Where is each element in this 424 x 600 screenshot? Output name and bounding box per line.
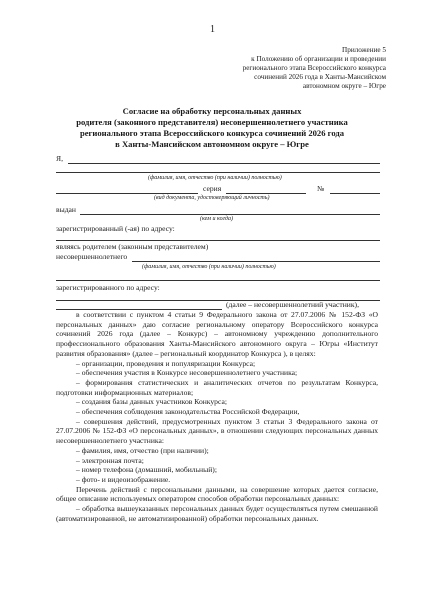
document-title-line: Согласие на обработку персональных данных: [122, 106, 302, 116]
label-parent: являясь родителем (законным представителем): [56, 242, 209, 251]
purpose-item: – создания базы данных участников Конкурса;: [76, 397, 227, 407]
appendix-line: Приложение 5: [342, 46, 386, 54]
consent-body: [56, 310, 378, 523]
address-input-line[interactable]: [56, 240, 380, 241]
appendix-line: автономном округе – Югре: [302, 82, 386, 90]
appendix-line: сочинений 2026 года в Ханты-Мансийском: [254, 73, 386, 81]
purpose-item: – обеспечения участия в Конкурсе несовершеннолетнего участника;: [76, 368, 298, 378]
purpose-item: – организации, проведения и популяризации Конкурса;: [76, 358, 256, 368]
purpose-item: – обеспечения соблюдения законодательства Российской Федерации,: [76, 407, 300, 417]
consent-paragraph: в соответствии с пунктом 4 статьи 9 Федерального закона от 27.07.2006 № 152-ФЗ «О персональных данных» даю согласие региональному оператору Всероссийского конкурса сочинений 2026 года (далее – Конкурс) – автономному учреждению дополнительного профессионального образования Ханты-Мансийского автономного округа – Югры «Институт развития образования» (далее – региональный координатор Конкурса ), в целях:: [56, 310, 378, 358]
data-item: – электронная почта;: [76, 455, 144, 465]
label-issued: выдан: [56, 205, 76, 214]
minor-fio-input-line-2[interactable]: [56, 280, 380, 281]
issued-input-line[interactable]: [80, 214, 380, 215]
appendix-line: регионального этапа Всероссийского конкурса: [242, 64, 386, 72]
processing-paragraph: – обработка вышеуказанных персональных данных будет осуществляться путем смешанной (автоматизированной, не автоматизированной) обработки персональных данных.: [56, 504, 378, 523]
label-participant: (далее – несовершеннолетний участник),: [226, 300, 359, 309]
label-minor: несовершеннолетнего: [56, 252, 128, 261]
caption-document: (вид документа, удостоверяющий личность): [154, 195, 270, 201]
caption-issued: (кем и когда): [200, 216, 233, 222]
page-number: 1: [210, 24, 215, 35]
data-item: – номер телефона (домашний, мобильный);: [76, 465, 217, 475]
series-input-line[interactable]: [226, 193, 306, 194]
document-title-line: в Ханты-Мансийском автономном округе – Югре: [115, 139, 309, 149]
purpose-item: – формирования статистических и аналитических отчетов по результатам Конкурса, подготовки информационных материалов;: [56, 377, 378, 397]
label-registered-address: зарегистрированный (-ая) по адресу:: [56, 224, 175, 233]
purpose-item: – совершения действий, предусмотренных пунктом 3 статьи 3 Федерального закона от 27.07.2006 № 152-ФЗ «О персональных данных», в отношении следующих персональных данных несовершеннолетнего участника:: [56, 416, 378, 446]
document-title-line: родителя (законного представителя) несовершеннолетнего участника: [76, 117, 348, 127]
label-minor-address: зарегистрированного по адресу:: [56, 283, 160, 292]
form-label-ya: Я,: [56, 154, 63, 163]
document-type-input-line[interactable]: [56, 193, 198, 194]
data-item: – фамилия, имя, отчество (при наличии);: [76, 445, 209, 455]
minor-fio-input-line[interactable]: [132, 261, 380, 262]
appendix-line: к Положению об организации и проведении: [251, 55, 386, 63]
label-number: №: [317, 184, 325, 193]
caption-fio: (фамилия, имя, отчество (при наличии) полностью): [148, 175, 282, 181]
document-title-line: регионального этапа Всероссийского конкурса сочинений 2026 года: [79, 128, 345, 138]
number-input-line[interactable]: [330, 193, 380, 194]
actions-paragraph: Перечень действий с персональными данными, на совершение которых дается согласие, общее описание используемых оператором способов обработки персональных данных:: [56, 484, 378, 504]
caption-minor-fio: (фамилия, имя, отчество (при наличии) полностью): [142, 264, 276, 270]
fio-input-line[interactable]: [68, 163, 380, 164]
label-series: серия: [203, 184, 222, 193]
data-item: – фото- и видеоизображение.: [76, 474, 171, 484]
fio-input-line-2[interactable]: [56, 172, 380, 173]
